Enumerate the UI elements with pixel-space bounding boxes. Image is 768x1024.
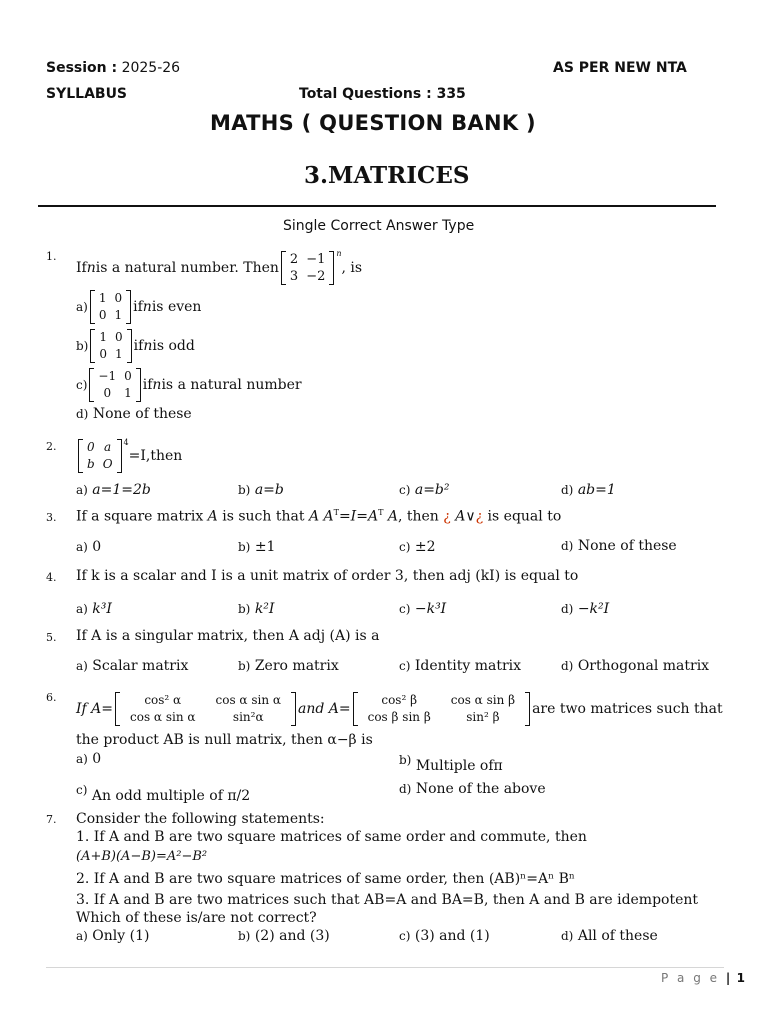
option-label: b) (238, 540, 251, 554)
option-text: Identity matrix (414, 658, 522, 674)
option-text: (2) and (3) (254, 928, 330, 944)
option-label: d) (561, 602, 574, 616)
option-label: b) (238, 602, 251, 616)
q2-text: =I,then (128, 448, 183, 464)
q3-option-a[interactable] (76, 539, 101, 555)
matrix-cell: cos β sin β (367, 710, 431, 724)
question-number: 4. (46, 571, 57, 584)
q4-option-b[interactable] (238, 601, 274, 617)
footer-divider (46, 967, 724, 968)
page-bar: | (725, 971, 731, 985)
q6-text: are two matrices such that (532, 701, 723, 717)
matrix-cell: −1 (306, 252, 326, 267)
q1-text-post: , is (341, 260, 363, 276)
question-number: 7. (46, 813, 57, 826)
option-label: c) (76, 378, 88, 392)
option-text: An odd multiple of π/2 (91, 788, 251, 804)
section-title: Single Correct Answer Type (283, 218, 475, 234)
q2-option-d[interactable] (561, 482, 616, 498)
option-label: c) (399, 929, 411, 943)
q3-mark: ¿ (475, 508, 484, 525)
option-label: b) (399, 753, 412, 767)
q7-option-b[interactable] (238, 928, 330, 944)
option-text: ±2 (414, 539, 436, 555)
matrix-cell: −1 (98, 369, 117, 383)
option-text: (3) and (1) (414, 928, 490, 944)
q2-matrix (78, 439, 122, 473)
matrix-cell: sin²α (232, 710, 264, 724)
option-label: b) (238, 929, 251, 943)
matrix-cell: cos² α (144, 693, 182, 707)
option-var: n (142, 299, 152, 315)
session-value: 2025-26 (121, 60, 181, 76)
option-label: c) (399, 483, 411, 497)
option-label: d) (76, 407, 89, 421)
option-text: Orthogonal matrix (577, 658, 710, 674)
option-text: a=b² (414, 482, 450, 498)
q1-matrix (281, 251, 334, 285)
matrix-cell: cos α sin α (215, 693, 281, 707)
session-label: Session : (46, 60, 118, 76)
q3-option-d[interactable] (561, 538, 677, 554)
option-text: if (133, 338, 144, 354)
matrix-cell: 1 (115, 347, 123, 361)
option-label: a) (76, 929, 88, 943)
q6-matrix-b (353, 692, 530, 726)
q7-line3: (A+B)(A−B)=A²−B² (76, 849, 208, 864)
option-text: if (142, 377, 153, 393)
matrix-cell: 0 (115, 330, 123, 344)
option-text: Scalar matrix (92, 658, 189, 674)
page-footer (661, 971, 745, 985)
question-2-stem (76, 438, 182, 474)
total-questions: Total Questions : 335 (299, 86, 466, 102)
question-6-stem (76, 689, 723, 729)
q1-var: n (86, 260, 96, 276)
option-label: a) (76, 659, 88, 673)
q5-option-c[interactable] (399, 658, 521, 674)
q7-line6: Which of these is/are not correct? (76, 910, 317, 926)
question-1-stem (76, 249, 362, 287)
option-text: is even (151, 299, 202, 315)
matrix-cell: 0 (99, 347, 108, 361)
q1-text-mid: is a natural number. Then (95, 260, 279, 276)
q3-sup: T (378, 508, 384, 517)
matrix-cell: 1 (114, 308, 123, 322)
q6-text: and A= (297, 701, 351, 717)
session-line (46, 60, 180, 76)
question-number: 3. (46, 511, 57, 524)
q3-expr: A∨ (450, 508, 476, 525)
q3-expr: A A (308, 508, 334, 525)
q3-var: A (207, 508, 218, 525)
q4-option-d[interactable] (561, 601, 609, 617)
nta-label: AS PER NEW NTA (553, 60, 687, 76)
option-matrix (90, 290, 131, 324)
option-label: a) (76, 602, 88, 616)
matrix-cell: 0 (87, 440, 95, 454)
matrix-cell: 0 (103, 386, 112, 400)
q3-option-c[interactable] (399, 539, 436, 555)
q3-text: is such that (217, 508, 309, 525)
option-matrix (90, 329, 131, 363)
option-text: a=1=2b (92, 482, 151, 498)
option-text: −k²I (577, 601, 610, 617)
q3-expr: A (383, 508, 398, 525)
matrix-cell: O (102, 457, 113, 471)
option-var: n (143, 338, 153, 354)
option-label: c) (76, 783, 88, 797)
option-label: c) (399, 659, 411, 673)
q7-option-d[interactable] (561, 928, 658, 944)
matrix-cell: cos α sin α (130, 710, 196, 724)
matrix-cell: sin² β (466, 710, 500, 724)
page-word: P a g e (661, 971, 720, 985)
option-text: None of the above (415, 781, 546, 797)
q6-option-a[interactable] (76, 751, 101, 767)
q1-option-a[interactable] (76, 289, 201, 325)
page-title: MATHS ( QUESTION BANK ) (210, 111, 536, 135)
q2-option-a[interactable] (76, 482, 151, 498)
q3-sup: T (333, 508, 339, 517)
option-text: All of these (577, 928, 658, 944)
option-label: d) (561, 539, 574, 553)
q6-text: If A= (76, 701, 114, 717)
q3-text: is equal to (483, 508, 562, 525)
question-4-stem: If k is a scalar and I is a unit matrix of order 3, then adj (kI) is equal to (76, 568, 579, 584)
title-divider (38, 205, 716, 207)
q6-option-c[interactable] (76, 783, 250, 804)
q1-option-b[interactable] (76, 328, 195, 364)
question-number: 6. (46, 691, 57, 704)
matrix-cell: 1 (99, 330, 108, 344)
option-text: 0 (92, 751, 102, 767)
question-number: 1. (46, 250, 57, 263)
option-text: if (133, 299, 143, 315)
q6-line2: the product AB is null matrix, then α−β is (76, 732, 373, 748)
matrix-cell: cos α sin β (450, 693, 516, 707)
option-label: a) (76, 483, 88, 497)
q6-option-b[interactable] (399, 753, 503, 774)
q4-option-c[interactable] (399, 601, 446, 617)
q3-expr: =I=A (338, 508, 379, 525)
page-number: 1 (736, 971, 745, 985)
q5-option-b[interactable] (238, 658, 339, 674)
option-text: Only (1) (92, 928, 150, 944)
option-label: c) (399, 602, 411, 616)
q3-text: , then (397, 508, 444, 525)
q2-option-c[interactable] (399, 482, 450, 498)
option-var: n (152, 377, 162, 393)
option-label: d) (561, 483, 574, 497)
q7-option-a[interactable] (76, 928, 149, 944)
option-text: ±1 (254, 539, 276, 555)
option-text: Multiple ofπ (415, 758, 503, 774)
option-label: a) (76, 300, 88, 314)
option-label: a) (76, 540, 88, 554)
option-label: b) (238, 483, 251, 497)
q6-option-d[interactable] (399, 781, 546, 797)
q7-line4: 2. If A and B are two square matrices of same order, then (AB)ⁿ=Aⁿ Bⁿ (76, 871, 575, 887)
matrix-cell: 0 (124, 369, 132, 383)
option-text: is a natural number (161, 377, 302, 393)
option-text: 0 (92, 539, 102, 555)
matrix-cell: 3 (289, 269, 299, 284)
option-text: k²I (254, 601, 275, 617)
q7-option-c[interactable] (399, 928, 490, 944)
q7-line1: Consider the following statements: (76, 811, 325, 827)
q2-option-b[interactable] (238, 482, 284, 498)
q1-option-c[interactable] (76, 367, 302, 403)
matrix-cell: 0 (98, 308, 107, 322)
matrix-cell: 1 (98, 291, 107, 305)
option-matrix (89, 368, 140, 402)
q7-line5: 3. If A and B are two matrices such that AB=A and BA=B, then A and B are idempotent (76, 892, 699, 908)
matrix-cell: cos² β (381, 693, 418, 707)
option-label: d) (561, 659, 574, 673)
option-text: None of these (577, 538, 677, 554)
q1-text: If (76, 260, 87, 276)
q3-option-b[interactable] (238, 539, 275, 555)
option-text: a=b (254, 482, 284, 498)
question-5-stem: If A is a singular matrix, then A adj (A) is a (76, 628, 380, 644)
question-number: 2. (46, 440, 57, 453)
matrix-cell: a (104, 440, 112, 454)
option-text: ab=1 (577, 482, 616, 498)
option-label: b) (238, 659, 251, 673)
option-label: a) (76, 752, 88, 766)
matrix-cell: −2 (306, 269, 326, 284)
syllabus-label: SYLLABUS (46, 86, 128, 102)
q6-matrix-a (115, 692, 296, 726)
option-text: is odd (152, 338, 195, 354)
q5-option-d[interactable] (561, 658, 709, 674)
matrix-power: 4 (123, 438, 129, 447)
q4-option-a[interactable] (76, 601, 112, 617)
matrix-cell: 2 (289, 252, 299, 267)
option-label: d) (561, 929, 574, 943)
option-label: b) (76, 339, 89, 353)
q3-mark: ¿ (443, 508, 451, 525)
q7-line2: 1. If A and B are two square matrices of same order and commute, then (76, 829, 587, 845)
matrix-power: n (336, 249, 342, 258)
matrix-cell: b (87, 457, 95, 471)
option-text: k³I (92, 601, 112, 617)
q5-option-a[interactable] (76, 658, 188, 674)
option-label: c) (399, 540, 411, 554)
q3-text: If a square matrix (76, 508, 208, 525)
option-text: Zero matrix (254, 658, 339, 674)
option-text: −k³I (414, 601, 447, 617)
q1-option-d[interactable] (76, 406, 192, 422)
chapter-title: 3.MATRICES (304, 162, 470, 189)
matrix-cell: 1 (124, 386, 132, 400)
matrix-cell: 0 (114, 291, 123, 305)
question-3-stem (76, 508, 561, 525)
option-label: d) (399, 782, 412, 796)
option-text: None of these (92, 406, 192, 422)
question-number: 5. (46, 631, 57, 644)
